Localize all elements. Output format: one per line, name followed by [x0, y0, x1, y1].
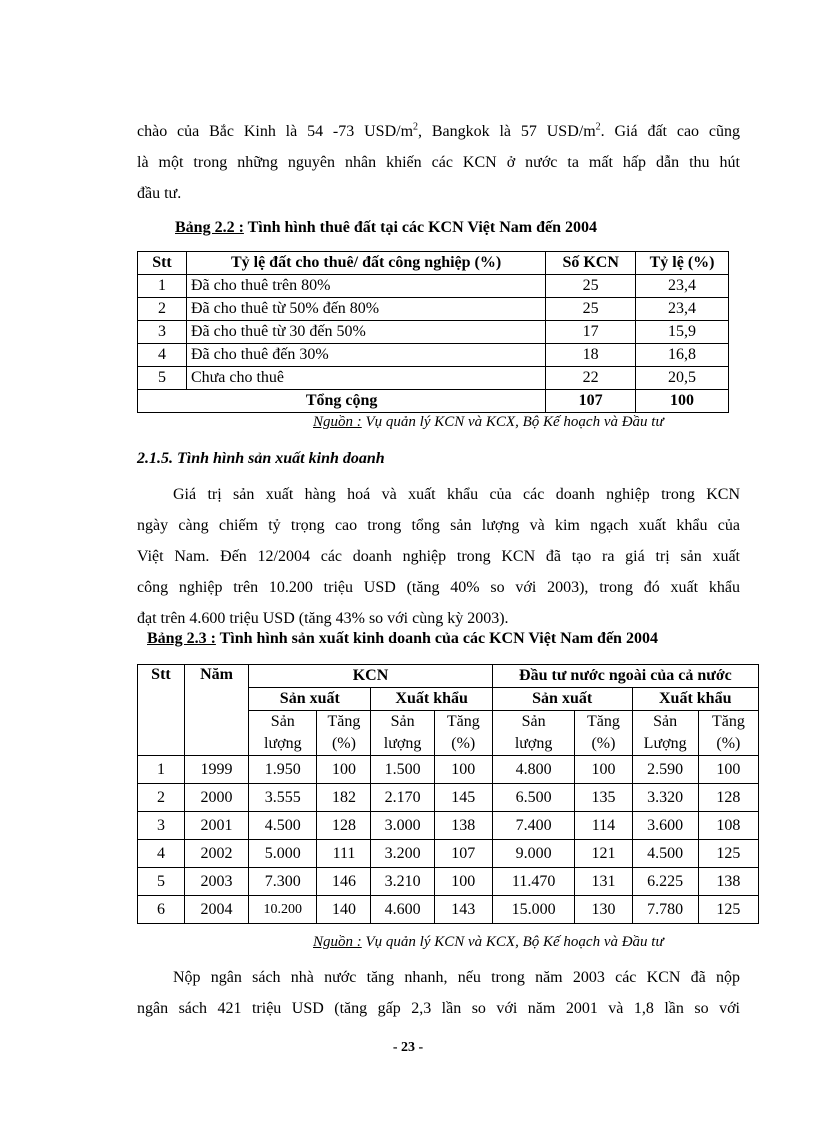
cell-stt: 1 — [138, 756, 185, 784]
subheader-line: Sản — [653, 713, 678, 730]
cell-fdi-growth: 114 — [575, 812, 632, 840]
header-fdi-production: Sản xuất — [492, 688, 632, 711]
cell-kcn-output: 4.500 — [249, 812, 317, 840]
cell-stt: 4 — [138, 344, 187, 367]
cell-kcn-export-growth: 138 — [434, 812, 492, 840]
header-stt: Stt — [138, 252, 187, 275]
cell-category: Chưa cho thuê — [186, 367, 545, 390]
cell-fdi-output: 6.500 — [492, 784, 575, 812]
cell-fdi-output: 4.800 — [492, 756, 575, 784]
cell-kcn-export-growth: 143 — [434, 896, 492, 924]
cell-category: Đã cho thuê từ 30 đến 50% — [186, 321, 545, 344]
closing-line-2: ngân sách 421 triệu USD (tăng gấp 2,3 lần so với năm 2001 và 1,8 lần so với — [137, 1000, 740, 1017]
cell-kcn-export-growth: 100 — [434, 756, 492, 784]
cell-fdi-export: 6.225 — [632, 868, 698, 896]
cell-kcn-growth: 140 — [317, 896, 371, 924]
cell-kcn-export-growth: 145 — [434, 784, 492, 812]
cell-count: 17 — [546, 321, 636, 344]
closing-paragraph — [137, 962, 740, 1024]
cell-stt: 3 — [138, 812, 185, 840]
cell-year: 2003 — [184, 868, 248, 896]
subheader-line: lượng — [264, 735, 302, 752]
cell-fdi-growth: 100 — [575, 756, 632, 784]
subheader-line: Sản — [270, 713, 295, 730]
cell-stt: 2 — [138, 298, 187, 321]
subheader-growth — [317, 711, 371, 756]
intro-line-1-part-a: chào của Bắc Kinh là 54 -73 USD/m — [137, 123, 414, 140]
header-fdi-export: Xuất khẩu — [632, 688, 759, 711]
intro-line-3: đầu tư. — [137, 185, 182, 202]
table-row — [138, 756, 759, 784]
table-2-2-caption — [175, 219, 597, 237]
total-count: 107 — [546, 390, 636, 413]
cell-stt: 6 — [138, 896, 185, 924]
cell-kcn-output: 5.000 — [249, 840, 317, 868]
cell-kcn-export-growth: 100 — [434, 868, 492, 896]
table-row — [138, 344, 729, 367]
section-line-5: đạt trên 4.600 triệu USD (tăng 43% so với cùng kỳ 2003). — [137, 610, 509, 627]
cell-stt: 5 — [138, 367, 187, 390]
section-line-2: ngày càng chiếm tỷ trọng cao trong tổng sản lượng và kim ngạch xuất khẩu của — [137, 517, 740, 534]
header-land-ratio: Tỷ lệ đất cho thuê/ đất công nghiệp (%) — [186, 252, 545, 275]
intro-line-1-part-b: , Bangkok là 57 USD/m — [418, 123, 596, 140]
cell-fdi-output: 15.000 — [492, 896, 575, 924]
table-2-2-source — [313, 414, 664, 431]
cell-stt: 3 — [138, 321, 187, 344]
cell-count: 25 — [546, 298, 636, 321]
subheader-line: Lượng — [643, 735, 687, 752]
cell-fdi-export: 3.600 — [632, 812, 698, 840]
source-text: Vụ quản lý KCN và KCX, Bộ Kế hoạch và Đầu tư — [361, 934, 664, 950]
intro-line-1-part-c: . Giá đất cao cũng — [600, 123, 740, 140]
header-fdi: Đầu tư nước ngoài của cả nước — [492, 665, 758, 688]
subheader-output — [632, 711, 698, 756]
subheader-line: (%) — [451, 735, 476, 752]
header-stt: Stt — [138, 665, 185, 756]
section-line-1: Giá trị sản xuất hàng hoá và xuất khẩu của các doanh nghiệp trong KCN — [173, 486, 740, 503]
cell-kcn-output: 3.555 — [249, 784, 317, 812]
table-row — [138, 840, 759, 868]
total-label: Tổng cộng — [138, 390, 546, 413]
cell-fdi-export: 3.320 — [632, 784, 698, 812]
cell-kcn-export: 4.600 — [371, 896, 434, 924]
closing-line-1: Nộp ngân sách nhà nước tăng nhanh, nếu trong năm 2003 các KCN đã nộp — [173, 969, 740, 986]
subheader-line: Sản — [390, 713, 415, 730]
superscript-2: 2 — [413, 121, 419, 133]
cell-fdi-growth: 121 — [575, 840, 632, 868]
table-2-3-caption — [147, 630, 658, 648]
table-2-3-label: Bảng 2.3 : — [147, 630, 216, 647]
table-2-2-title: Tình hình thuê đất tại các KCN Việt Nam đến 2004 — [243, 219, 597, 236]
cell-fdi-growth: 135 — [575, 784, 632, 812]
table-row — [138, 275, 729, 298]
cell-year: 2002 — [184, 840, 248, 868]
header-kcn-production: Sản xuất — [249, 688, 371, 711]
table-total-row — [138, 390, 729, 413]
table-2-2 — [137, 251, 729, 413]
cell-kcn-growth: 100 — [317, 756, 371, 784]
subheader-growth — [575, 711, 632, 756]
cell-kcn-export: 1.500 — [371, 756, 434, 784]
subheader-output — [371, 711, 434, 756]
cell-percent: 20,5 — [636, 367, 729, 390]
cell-kcn-output: 1.950 — [249, 756, 317, 784]
cell-kcn-export-growth: 107 — [434, 840, 492, 868]
header-year: Năm — [184, 665, 248, 756]
table-header-row — [138, 665, 759, 688]
cell-fdi-growth: 131 — [575, 868, 632, 896]
source-label: Nguồn : — [313, 414, 362, 430]
table-2-2-label: Bảng 2.2 : — [175, 219, 244, 236]
subheader-output — [249, 711, 317, 756]
subheader-line: (%) — [716, 735, 741, 752]
cell-stt: 4 — [138, 840, 185, 868]
cell-stt: 2 — [138, 784, 185, 812]
subheader-line: Tăng — [327, 713, 361, 730]
cell-kcn-growth: 128 — [317, 812, 371, 840]
cell-fdi-export-growth: 128 — [698, 784, 758, 812]
subheader-line: lượng — [514, 735, 553, 752]
cell-kcn-growth: 146 — [317, 868, 371, 896]
cell-kcn-growth: 111 — [317, 840, 371, 868]
cell-fdi-growth: 130 — [575, 896, 632, 924]
cell-fdi-export-growth: 108 — [698, 812, 758, 840]
cell-kcn-export: 3.200 — [371, 840, 434, 868]
superscript-2: 2 — [595, 121, 601, 133]
section-line-4: công nghiệp trên 10.200 triệu USD (tăng 40% so với 2003), trong đó xuất khẩu — [137, 579, 740, 596]
subheader-line: lượng — [383, 735, 422, 752]
cell-year: 2004 — [184, 896, 248, 924]
table-2-3-source — [313, 934, 664, 951]
source-text: Vụ quản lý KCN và KCX, Bộ Kế hoạch và Đầu tư — [361, 414, 664, 430]
section-paragraph — [137, 479, 740, 634]
cell-fdi-export: 4.500 — [632, 840, 698, 868]
table-row — [138, 812, 759, 840]
subheader-line: Tăng — [587, 713, 620, 730]
table-row — [138, 321, 729, 344]
subheader-line: Sản — [521, 713, 546, 730]
cell-fdi-export: 7.780 — [632, 896, 698, 924]
cell-kcn-output: 7.300 — [249, 868, 317, 896]
cell-category: Đã cho thuê đến 30% — [186, 344, 545, 367]
cell-kcn-export: 3.210 — [371, 868, 434, 896]
cell-year: 1999 — [184, 756, 248, 784]
section-line-3: Việt Nam. Đến 12/2004 các doanh nghiệp trong KCN đã tạo ra giá trị sản xuất — [137, 548, 740, 565]
intro-line-2: là một trong những nguyên nhân khiến các KCN ở nước ta mất hấp dẫn thu hút — [137, 154, 740, 171]
page-number: - 23 - — [392, 1040, 424, 1055]
cell-count: 22 — [546, 367, 636, 390]
table-row — [138, 298, 729, 321]
cell-fdi-output: 7.400 — [492, 812, 575, 840]
total-percent: 100 — [636, 390, 729, 413]
cell-percent: 23,4 — [636, 275, 729, 298]
source-label: Nguồn : — [313, 934, 362, 950]
cell-year: 2001 — [184, 812, 248, 840]
cell-count: 25 — [546, 275, 636, 298]
table-2-3-title: Tình hình sản xuất kinh doanh của các KCN Việt Nam đến 2004 — [215, 630, 658, 647]
cell-fdi-export: 2.590 — [632, 756, 698, 784]
cell-fdi-export-growth: 125 — [698, 896, 758, 924]
header-percent: Tỷ lệ (%) — [636, 252, 729, 275]
cell-fdi-output: 9.000 — [492, 840, 575, 868]
intro-paragraph — [137, 116, 740, 209]
cell-kcn-output: 10.200 — [249, 896, 317, 924]
table-2-3 — [137, 664, 759, 924]
header-kcn: KCN — [249, 665, 493, 688]
cell-percent: 23,4 — [636, 298, 729, 321]
subheader-line: Tăng — [711, 713, 745, 730]
cell-category: Đã cho thuê từ 50% đến 80% — [186, 298, 545, 321]
cell-kcn-export: 3.000 — [371, 812, 434, 840]
cell-fdi-export-growth: 125 — [698, 840, 758, 868]
cell-fdi-export-growth: 138 — [698, 868, 758, 896]
cell-year: 2000 — [184, 784, 248, 812]
cell-percent: 15,9 — [636, 321, 729, 344]
section-heading: 2.1.5. Tình hình sản xuất kinh doanh — [137, 450, 385, 467]
table-row — [138, 868, 759, 896]
cell-kcn-export: 2.170 — [371, 784, 434, 812]
table-row — [138, 896, 759, 924]
subheader-growth — [698, 711, 758, 756]
table-2-3-body — [138, 756, 759, 924]
cell-stt: 1 — [138, 275, 187, 298]
cell-fdi-output: 11.470 — [492, 868, 575, 896]
cell-kcn-growth: 182 — [317, 784, 371, 812]
subheader-line: (%) — [331, 735, 356, 752]
subheader-line: Tăng — [446, 713, 480, 730]
intro-line-1 — [137, 116, 740, 147]
subheader-growth — [434, 711, 492, 756]
table-header-row — [138, 252, 729, 275]
cell-fdi-export-growth: 100 — [698, 756, 758, 784]
table-row — [138, 367, 729, 390]
cell-stt: 5 — [138, 868, 185, 896]
cell-category: Đã cho thuê trên 80% — [186, 275, 545, 298]
table-row — [138, 784, 759, 812]
subheader-line: (%) — [591, 735, 616, 752]
subheader-output — [492, 711, 575, 756]
header-kcn-export: Xuất khẩu — [371, 688, 492, 711]
header-kcn-count: Số KCN — [546, 252, 636, 275]
cell-count: 18 — [546, 344, 636, 367]
cell-percent: 16,8 — [636, 344, 729, 367]
